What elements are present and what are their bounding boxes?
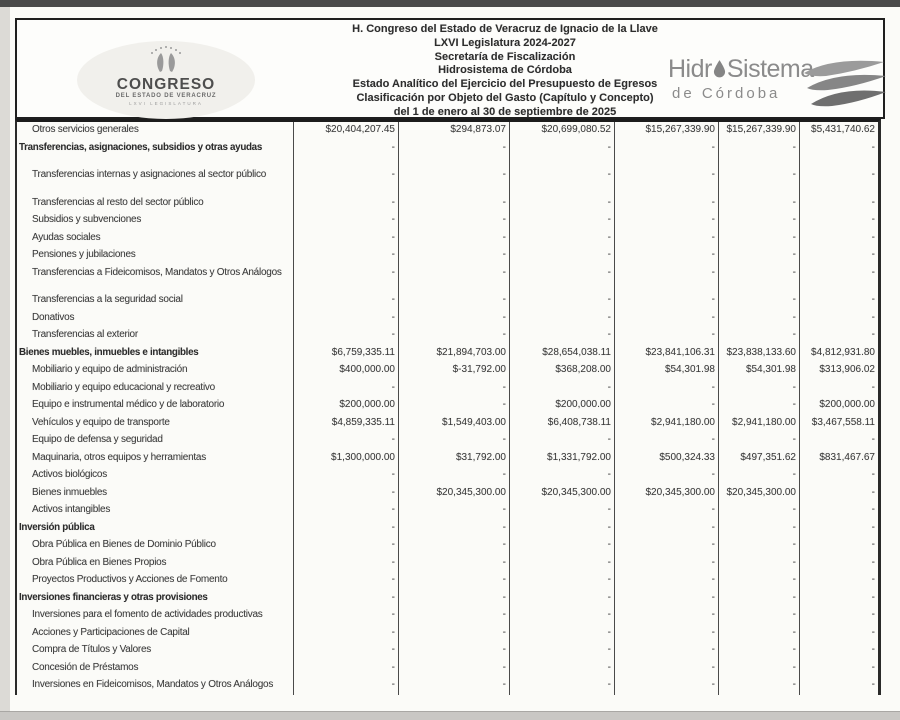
- cell-amount: -: [399, 397, 510, 415]
- cell-amount: -: [719, 397, 800, 415]
- waves-icon: [802, 57, 886, 115]
- row-label: Subsidios y subvenciones: [17, 212, 294, 230]
- congreso-logo-name: CONGRESO: [116, 76, 216, 93]
- cell-amount: -: [615, 247, 719, 265]
- report-title-block: [295, 23, 715, 120]
- title-line-legislature: LXVI Legislatura 2024-2027: [434, 36, 576, 49]
- cell-amount: -: [510, 432, 615, 450]
- table-row: [17, 660, 878, 678]
- cell-amount: -: [871, 609, 875, 620]
- cell-amount: -: [294, 247, 399, 265]
- table-row: [17, 555, 878, 573]
- cell-amount: -: [719, 432, 800, 450]
- cell-amount: -: [871, 311, 875, 323]
- cell-amount: -: [719, 310, 800, 328]
- title-line-report-name: Estado Analítico del Ejercicio del Presupuesto de Egresos: [352, 78, 658, 91]
- cell-amount: $4,859,335.11: [294, 415, 399, 433]
- cell-amount: -: [399, 212, 510, 230]
- cell-amount: -: [871, 521, 875, 533]
- table-row: [17, 607, 878, 625]
- cell-amount: -: [294, 642, 399, 660]
- row-label: Proyectos Productivos y Acciones de Fomento: [17, 572, 294, 590]
- cell-amount: -: [719, 660, 800, 678]
- table-row: [17, 230, 878, 248]
- congreso-logo-tagline: LXVI LEGISLATURA: [129, 101, 203, 106]
- row-label: Inversión pública: [17, 520, 294, 538]
- hidrosistema-subtitle: de Córdoba: [672, 85, 781, 102]
- cell-amount: -: [719, 537, 800, 555]
- title-line-entity: Hidrosistema de Córdoba: [438, 64, 572, 77]
- cell-amount: $15,267,339.90: [719, 122, 800, 140]
- hidrosistema-wordmark: [668, 55, 814, 84]
- table-row: [17, 195, 878, 213]
- cell-amount: -: [615, 212, 719, 230]
- table-row: [17, 397, 878, 415]
- table-row: [17, 310, 878, 328]
- cell-amount: -: [399, 167, 510, 195]
- cell-amount: $1,300,000.00: [294, 450, 399, 468]
- cell-amount: -: [719, 502, 800, 520]
- table-row: [17, 327, 878, 345]
- cell-amount: -: [294, 520, 399, 538]
- cell-amount: $313,906.02: [819, 364, 875, 375]
- table-row: [17, 520, 878, 538]
- cell-amount: $20,345,300.00: [719, 485, 800, 503]
- table-row: [17, 345, 878, 363]
- cell-amount: -: [510, 520, 615, 538]
- cell-amount: -: [615, 660, 719, 678]
- report-header-box: [15, 18, 885, 119]
- cell-amount: -: [615, 230, 719, 248]
- cell-amount: -: [615, 555, 719, 573]
- row-label: Activos biológicos: [17, 467, 294, 485]
- cell-amount: $23,838,133.60: [719, 345, 800, 363]
- row-label: Ayudas sociales: [17, 230, 294, 248]
- hidrosistema-logo: [662, 49, 884, 121]
- cell-amount: $23,841,106.31: [615, 345, 719, 363]
- cell-amount: -: [871, 644, 875, 655]
- cell-amount: -: [510, 660, 615, 678]
- cell-amount: -: [294, 607, 399, 625]
- cell-amount: -: [871, 266, 875, 278]
- cell-amount: -: [294, 485, 399, 503]
- table-row: [17, 432, 878, 450]
- cell-amount: -: [399, 537, 510, 555]
- cell-amount: -: [510, 607, 615, 625]
- table-row: [17, 140, 878, 168]
- document-page: [10, 7, 900, 711]
- cell-amount: $294,873.07: [399, 122, 510, 140]
- cell-amount: $3,467,558.11: [811, 416, 875, 428]
- cell-amount: -: [510, 625, 615, 643]
- cell-amount: -: [719, 520, 800, 538]
- cell-amount: -: [399, 265, 510, 293]
- cell-amount: -: [871, 661, 875, 673]
- cell-amount: -: [719, 590, 800, 608]
- row-label: Vehículos y equipo de transporte: [17, 415, 294, 433]
- cell-amount: -: [615, 590, 719, 608]
- cell-amount: $2,941,180.00: [719, 415, 800, 433]
- title-line-secretaria: Secretaría de Fiscalización: [434, 50, 576, 63]
- cell-amount: $54,301.98: [615, 362, 719, 380]
- water-drop-icon: [713, 60, 726, 78]
- cell-amount: -: [294, 537, 399, 555]
- cell-amount: -: [615, 572, 719, 590]
- table-row: [17, 415, 878, 433]
- cell-amount: $28,654,038.11: [510, 345, 615, 363]
- cell-amount: -: [719, 140, 800, 168]
- cell-amount: -: [510, 167, 615, 195]
- row-label: Activos intangibles: [17, 502, 294, 520]
- table-row: [17, 467, 878, 485]
- cell-amount: -: [510, 310, 615, 328]
- cell-amount: -: [719, 572, 800, 590]
- cell-amount: -: [294, 677, 399, 695]
- cell-amount: $6,408,738.11: [510, 415, 615, 433]
- title-line-classification: Clasificación por Objeto del Gasto (Capítulo y Concepto): [356, 91, 654, 104]
- table-row: [17, 502, 878, 520]
- cell-amount: $400,000.00: [294, 362, 399, 380]
- cell-amount: $500,324.33: [615, 450, 719, 468]
- cell-amount: $31,792.00: [399, 450, 510, 468]
- row-label: Transferencias al exterior: [17, 327, 294, 345]
- cell-amount: -: [615, 502, 719, 520]
- row-label: Otros servicios generales: [17, 122, 294, 140]
- cell-amount: -: [719, 642, 800, 660]
- cell-amount: -: [510, 292, 615, 310]
- cell-amount: -: [615, 140, 719, 168]
- cell-amount: -: [294, 167, 399, 195]
- table-row: [17, 677, 878, 695]
- cell-amount: -: [510, 572, 615, 590]
- cell-amount: -: [510, 555, 615, 573]
- row-label: Mobiliario y equipo de administración: [17, 362, 294, 380]
- cell-amount: -: [510, 265, 615, 293]
- budget-table: [15, 119, 881, 695]
- cell-amount: -: [510, 502, 615, 520]
- cell-amount: -: [294, 265, 399, 293]
- cell-amount: -: [615, 167, 719, 195]
- row-label: Inversiones en Fideicomisos, Mandatos y Otros Análogos: [17, 677, 294, 695]
- title-line-institution: H. Congreso del Estado de Veracruz de Ignacio de la Llave: [352, 23, 658, 35]
- cell-amount: -: [871, 504, 875, 515]
- cell-amount: -: [871, 381, 875, 393]
- cell-amount: -: [510, 467, 615, 485]
- cell-amount: $497,351.62: [719, 450, 800, 468]
- table-row: [17, 572, 878, 590]
- cell-amount: $200,000.00: [510, 397, 615, 415]
- cell-amount: -: [615, 380, 719, 398]
- cell-amount: -: [399, 380, 510, 398]
- cell-amount: -: [615, 677, 719, 695]
- row-label: Equipo de defensa y seguridad: [17, 432, 294, 450]
- cell-amount: -: [399, 572, 510, 590]
- cell-amount: -: [871, 231, 875, 243]
- cell-amount: -: [719, 555, 800, 573]
- row-label: Inversiones para el fomento de actividades productivas: [17, 607, 294, 625]
- congreso-emblem-icon: [138, 44, 194, 76]
- cell-amount: -: [399, 140, 510, 168]
- cell-amount: -: [294, 625, 399, 643]
- cell-amount: -: [294, 432, 399, 450]
- cell-amount: -: [399, 660, 510, 678]
- cell-amount: -: [294, 327, 399, 345]
- row-label: Obra Pública en Bienes Propios: [17, 555, 294, 573]
- row-label: Mobiliario y equipo educacional y recreativo: [17, 380, 294, 398]
- cell-amount: $20,404,207.45: [294, 122, 399, 140]
- table-row: [17, 122, 878, 140]
- table-row: [17, 292, 878, 310]
- row-label: Concesión de Préstamos: [17, 660, 294, 678]
- cell-amount: -: [719, 677, 800, 695]
- cell-amount: -: [294, 660, 399, 678]
- cell-amount: -: [510, 327, 615, 345]
- table-row: [17, 167, 878, 195]
- cell-amount: -: [871, 574, 875, 585]
- cell-amount: -: [294, 467, 399, 485]
- cell-amount: -: [871, 486, 875, 498]
- table-row: [17, 247, 878, 265]
- congreso-logo-subtitle: DEL ESTADO DE VERACRUZ: [115, 93, 217, 99]
- cell-amount: $1,549,403.00: [399, 415, 510, 433]
- cell-amount: -: [510, 380, 615, 398]
- cell-amount: $200,000.00: [819, 399, 875, 410]
- cell-amount: -: [510, 212, 615, 230]
- cell-amount: -: [871, 141, 875, 153]
- scan-bottom-band: [0, 711, 900, 720]
- cell-amount: -: [615, 520, 719, 538]
- cell-amount: -: [615, 467, 719, 485]
- cell-amount: -: [615, 537, 719, 555]
- cell-amount: -: [871, 591, 875, 603]
- cell-amount: -: [615, 397, 719, 415]
- cell-amount: -: [615, 292, 719, 310]
- cell-amount: -: [871, 294, 875, 305]
- cell-amount: -: [871, 626, 875, 638]
- row-label: Acciones y Participaciones de Capital: [17, 625, 294, 643]
- row-label: Donativos: [17, 310, 294, 328]
- table-row: [17, 485, 878, 503]
- title-line-period: del 1 de enero al 30 de septiembre de 2025: [393, 105, 617, 118]
- cell-amount: $1,331,792.00: [510, 450, 615, 468]
- cell-amount: $831,467.67: [819, 451, 875, 463]
- cell-amount: -: [871, 434, 875, 445]
- table-row: [17, 212, 878, 230]
- row-label: Transferencias a la seguridad social: [17, 292, 294, 310]
- row-label: Bienes muebles, inmuebles e intangibles: [17, 345, 294, 363]
- row-label: Transferencias, asignaciones, subsidios y otras ayudas: [17, 140, 294, 168]
- cell-amount: $6,759,335.11: [294, 345, 399, 363]
- cell-amount: -: [399, 310, 510, 328]
- cell-amount: -: [399, 502, 510, 520]
- cell-amount: -: [399, 467, 510, 485]
- cell-amount: -: [399, 230, 510, 248]
- row-label: Transferencias internas y asignaciones al sector público: [17, 167, 294, 195]
- row-label: Maquinaria, otros equipos y herramientas: [17, 450, 294, 468]
- table-row: [17, 590, 878, 608]
- hidro-word2: Sistema: [726, 55, 814, 83]
- row-label: Inversiones financieras y otras provisiones: [17, 590, 294, 608]
- cell-amount: -: [615, 642, 719, 660]
- cell-amount: -: [871, 214, 875, 225]
- cell-amount: -: [719, 625, 800, 643]
- cell-amount: $200,000.00: [294, 397, 399, 415]
- cell-amount: -: [294, 195, 399, 213]
- cell-amount: -: [615, 625, 719, 643]
- cell-amount: -: [294, 292, 399, 310]
- cell-amount: -: [719, 195, 800, 213]
- cell-amount: -: [399, 195, 510, 213]
- cell-amount: -: [294, 555, 399, 573]
- cell-amount: -: [510, 230, 615, 248]
- cell-amount: $54,301.98: [719, 362, 800, 380]
- cell-amount: -: [399, 607, 510, 625]
- cell-amount: -: [871, 329, 875, 340]
- cell-amount: -: [399, 520, 510, 538]
- cell-amount: $4,812,931.80: [811, 346, 875, 358]
- cell-amount: -: [615, 327, 719, 345]
- cell-amount: -: [399, 590, 510, 608]
- cell-amount: -: [399, 327, 510, 345]
- table-body: [17, 122, 878, 695]
- cell-amount: -: [719, 607, 800, 625]
- cell-amount: $21,894,703.00: [399, 345, 510, 363]
- cell-amount: -: [615, 432, 719, 450]
- cell-amount: -: [871, 556, 875, 568]
- table-row: [17, 362, 878, 380]
- cell-amount: $20,699,080.52: [510, 122, 615, 140]
- cell-amount: -: [294, 140, 399, 168]
- cell-amount: -: [719, 230, 800, 248]
- cell-amount: -: [510, 195, 615, 213]
- cell-amount: -: [294, 590, 399, 608]
- cell-amount: -: [294, 572, 399, 590]
- cell-amount: -: [871, 469, 875, 480]
- cell-amount: -: [719, 265, 800, 293]
- row-label: Transferencias a Fideicomisos, Mandatos y Otros Análogos: [17, 265, 294, 293]
- cell-amount: -: [871, 249, 875, 260]
- hidro-word1: Hidr: [668, 55, 712, 83]
- cell-amount: $20,345,300.00: [615, 485, 719, 503]
- cell-amount: $5,431,740.62: [811, 124, 875, 135]
- congreso-logo: [72, 33, 262, 121]
- table-row: [17, 265, 878, 293]
- cell-amount: $20,345,300.00: [510, 485, 615, 503]
- cell-amount: $368,208.00: [510, 362, 615, 380]
- cell-amount: -: [510, 642, 615, 660]
- cell-amount: -: [719, 167, 800, 195]
- table-row: [17, 537, 878, 555]
- table-row: [17, 450, 878, 468]
- table-row: [17, 625, 878, 643]
- cell-amount: -: [719, 212, 800, 230]
- cell-amount: -: [399, 625, 510, 643]
- row-label: Pensiones y jubilaciones: [17, 247, 294, 265]
- cell-amount: -: [871, 539, 875, 550]
- cell-amount: -: [719, 467, 800, 485]
- cell-amount: -: [615, 195, 719, 213]
- cell-amount: -: [399, 247, 510, 265]
- cell-amount: -: [719, 292, 800, 310]
- cell-amount: -: [294, 502, 399, 520]
- cell-amount: -: [871, 169, 875, 180]
- row-label: Obra Pública en Bienes de Dominio Público: [17, 537, 294, 555]
- cell-amount: -: [719, 380, 800, 398]
- row-label: Compra de Títulos y Valores: [17, 642, 294, 660]
- cell-amount: -: [399, 292, 510, 310]
- cell-amount: -: [399, 432, 510, 450]
- row-label: Equipo e instrumental médico y de laboratorio: [17, 397, 294, 415]
- cell-amount: -: [871, 196, 875, 208]
- cell-amount: -: [294, 380, 399, 398]
- cell-amount: -: [510, 140, 615, 168]
- cell-amount: -: [294, 310, 399, 328]
- cell-amount: -: [510, 677, 615, 695]
- row-label: Bienes inmuebles: [17, 485, 294, 503]
- cell-amount: $20,345,300.00: [399, 485, 510, 503]
- table-row: [17, 642, 878, 660]
- cell-amount: -: [719, 327, 800, 345]
- cell-amount: -: [399, 555, 510, 573]
- cell-amount: -: [615, 310, 719, 328]
- cell-amount: $15,267,339.90: [615, 122, 719, 140]
- cell-amount: -: [871, 679, 875, 690]
- cell-amount: -: [510, 247, 615, 265]
- cell-amount: -: [294, 230, 399, 248]
- cell-amount: -: [615, 265, 719, 293]
- cell-amount: -: [615, 607, 719, 625]
- cell-amount: -: [719, 247, 800, 265]
- scan-top-band: [0, 0, 900, 7]
- cell-amount: -: [510, 590, 615, 608]
- cell-amount: -: [399, 677, 510, 695]
- table-row: [17, 380, 878, 398]
- cell-amount: -: [510, 537, 615, 555]
- cell-amount: $2,941,180.00: [615, 415, 719, 433]
- cell-amount: $-31,792.00: [399, 362, 510, 380]
- cell-amount: -: [294, 212, 399, 230]
- row-label: Transferencias al resto del sector público: [17, 195, 294, 213]
- cell-amount: -: [399, 642, 510, 660]
